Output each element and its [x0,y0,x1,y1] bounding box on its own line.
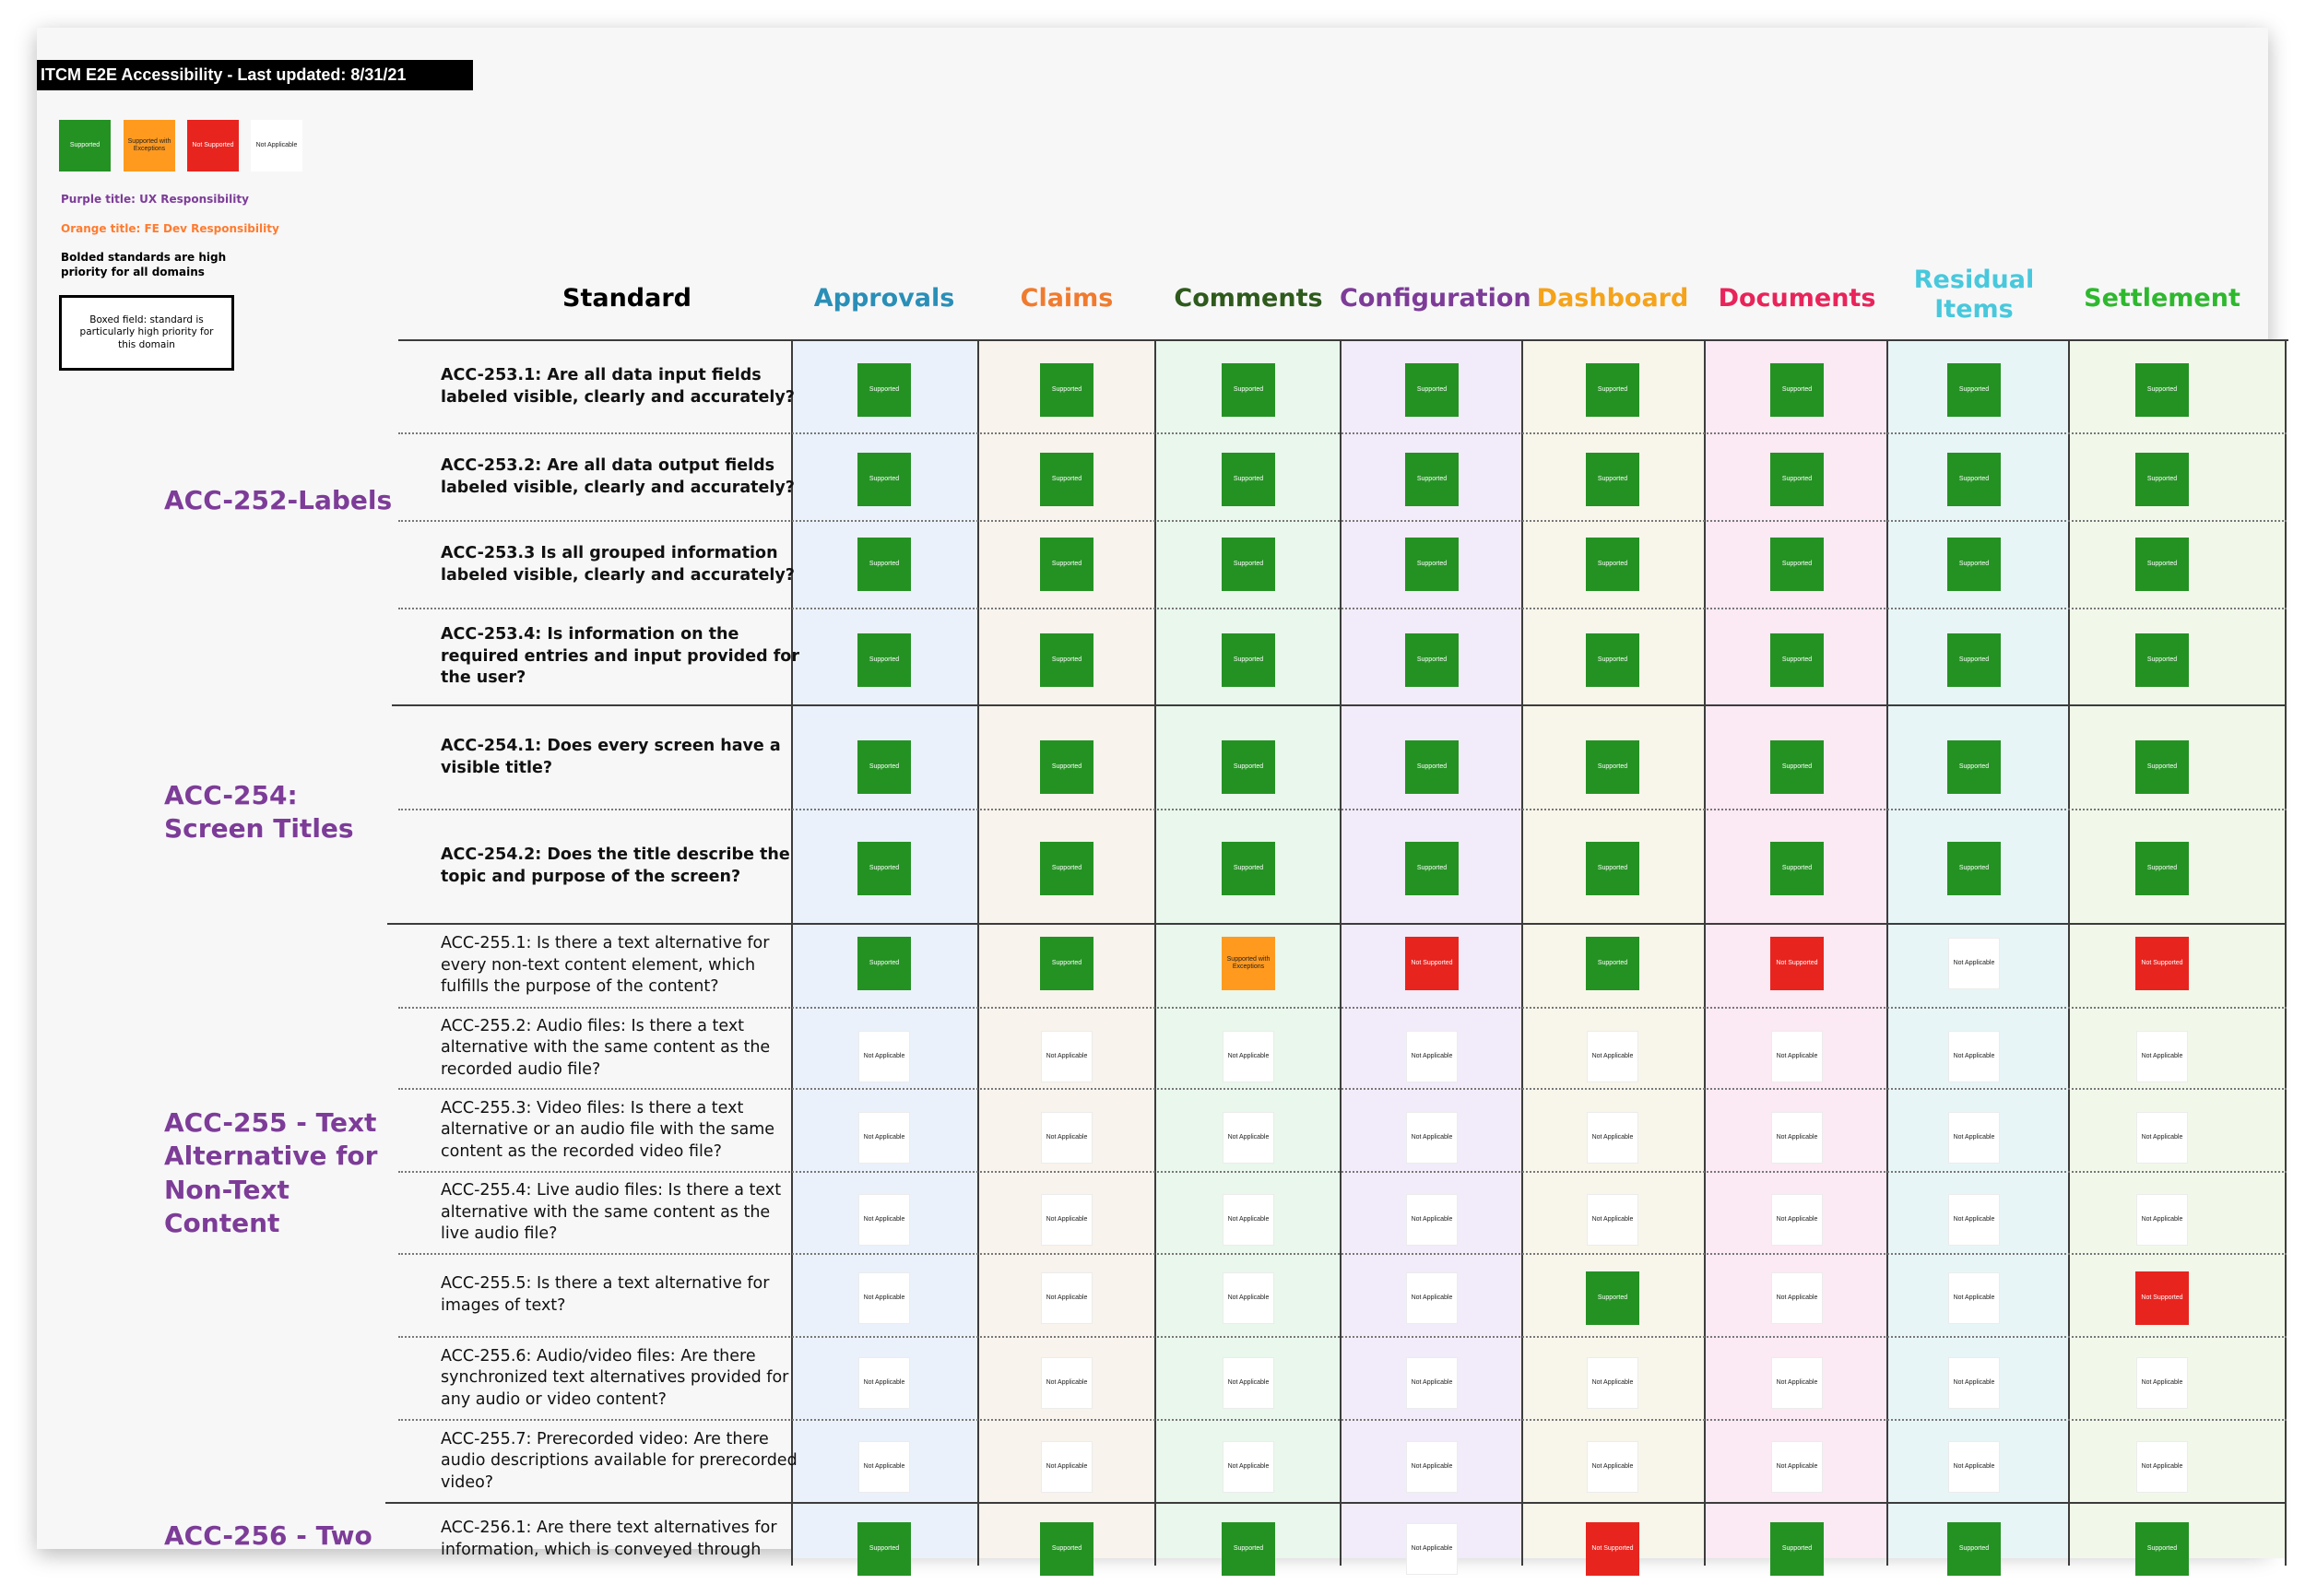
status-cell: Supported [1947,453,2001,506]
grid-column-line [1704,339,1706,1566]
grid-column-line [1521,339,1523,1566]
status-cell: Not Applicable [1588,1032,1637,1082]
status-cell: Not Applicable [1407,1442,1457,1492]
standard-row-label: ACC-255.1: Is there a text alternative for every non-text content element, which fulfills the purpose of the content? [441,934,770,997]
grid-column-line [1154,339,1156,1566]
status-cell: Not Applicable [1042,1442,1092,1492]
status-cell: Not Applicable [1407,1113,1457,1163]
status-cell: Not Applicable [1042,1113,1092,1163]
status-cell: Supported [1586,453,1639,506]
status-cell: Not Applicable [1772,1442,1822,1492]
status-cell: Supported [1405,740,1459,794]
status-cell: Supported [2135,740,2189,794]
status-cell: Supported [2135,1522,2189,1576]
column-header: Claims [1020,284,1114,313]
status-cell: Supported [1405,842,1459,895]
status-cell: Not Applicable [1588,1442,1637,1492]
status-cell: Supported [1586,633,1639,687]
status-cell: Supported [1947,740,2001,794]
status-cell: Not Applicable [859,1442,909,1492]
status-cell: Supported [1947,842,2001,895]
status-cell: Not Applicable [859,1273,909,1323]
status-cell: Supported [1040,842,1093,895]
status-cell: Supported [1040,1522,1093,1576]
status-cell: Not Applicable [1949,1358,1999,1408]
status-cell: Not Applicable [1772,1195,1822,1245]
status-cell: Not Applicable [1407,1195,1457,1245]
status-cell: Not Applicable [1949,1195,1999,1245]
standard-row-label: ACC-253.3 Is all grouped information labeled visible, clearly and accurately? [441,543,795,585]
status-cell: Supported [1222,740,1275,794]
status-cell: Not Applicable [2137,1195,2187,1245]
status-cell: Not Applicable [1407,1273,1457,1323]
status-cell: Not Applicable [1772,1032,1822,1082]
status-cell: Not Applicable [859,1113,909,1163]
column-header: Documents [1718,284,1876,313]
status-cell: Not Applicable [2137,1113,2187,1163]
status-cell: Not Supported [1405,937,1459,990]
status-cell: Supported [857,740,911,794]
status-cell: Supported [1222,842,1275,895]
status-cell: Supported [2135,363,2189,417]
status-cell: Supported [1770,363,1824,417]
page-title: ITCM E2E Accessibility - Last updated: 8/31/21 [37,60,473,90]
status-cell: Not Applicable [1949,1273,1999,1323]
status-cell: Supported [1222,1522,1275,1576]
status-cell: Not Applicable [1949,1442,1999,1492]
standard-row-label: ACC-256.1: Are there text alternatives for information, which is conveyed through [441,1519,777,1559]
standard-row-label: ACC-255.7: Prerecorded video: Are there audio descriptions available for prerecorded video? [441,1429,798,1492]
legend-swatch: Not Applicable [251,120,302,171]
status-cell: Supported [1586,1271,1639,1325]
standard-group-title: ACC-255 - Text Alternative for Non-Text Content [164,1107,378,1239]
status-cell: Supported [1586,740,1639,794]
standard-row-label: ACC-254.2: Does the title describe the topic and purpose of the screen? [441,845,790,886]
status-cell: Not Applicable [1588,1195,1637,1245]
status-cell: Supported [1947,538,2001,591]
canvas-board [37,28,2268,1559]
standard-row-label: ACC-253.2: Are all data output fields labeled visible, clearly and accurately? [441,455,795,497]
status-cell: Supported [1405,453,1459,506]
status-cell: Supported [857,937,911,990]
status-cell: Supported [2135,633,2189,687]
status-cell: Supported [857,363,911,417]
status-cell: Not Supported [1586,1522,1639,1576]
status-cell: Not Applicable [1042,1273,1092,1323]
standard-group-title: ACC-254: Screen Titles [164,780,354,845]
status-cell: Supported [857,633,911,687]
status-cell: Supported [1222,453,1275,506]
status-cell: Not Applicable [1772,1273,1822,1323]
column-header: Comments [1174,284,1323,313]
status-cell: Supported [857,1522,911,1576]
status-cell: Not Applicable [2137,1358,2187,1408]
status-cell: Supported [1040,453,1093,506]
status-cell: Supported [1770,842,1824,895]
status-cell: Supported [1222,538,1275,591]
status-cell: Supported [1586,937,1639,990]
status-cell: Not Applicable [1042,1032,1092,1082]
note-bold: Bolded standards are high priority for all domains [61,251,227,279]
status-cell: Supported [1222,363,1275,417]
status-cell: Not Applicable [2137,1032,2187,1082]
column-header: Configuration [1340,284,1531,313]
status-cell: Supported [1770,740,1824,794]
status-cell: Supported [1586,538,1639,591]
status-cell: Supported [1586,363,1639,417]
status-cell: Not Supported [1770,937,1824,990]
status-cell: Supported [1947,363,2001,417]
status-cell: Not Applicable [1223,1113,1273,1163]
column-header: Residual Items [1913,266,2035,325]
status-cell: Not Applicable [2137,1442,2187,1492]
status-cell: Not Applicable [1042,1195,1092,1245]
status-cell: Not Applicable [859,1195,909,1245]
status-cell: Not Applicable [1407,1358,1457,1408]
status-cell: Not Applicable [1588,1113,1637,1163]
note-orange: Orange title: FE Dev Responsibility [61,222,279,235]
standard-row-label: ACC-254.1: Does every screen have a visible title? [441,736,781,777]
status-cell: Not Applicable [1772,1113,1822,1163]
status-cell: Not Applicable [1949,1113,1999,1163]
grid-column-line [977,339,979,1566]
legend-swatch: Supported with Exceptions [124,120,175,171]
standard-header: Standard [562,284,692,313]
column-header: Settlement [2084,284,2240,313]
standard-row-label: ACC-255.5: Is there a text alternative for images of text? [441,1274,770,1315]
status-cell: Supported [1040,740,1093,794]
status-cell: Supported with Exceptions [1222,937,1275,990]
status-cell: Supported [1405,538,1459,591]
status-cell: Not Applicable [1407,1524,1457,1574]
status-cell: Supported [1947,1522,2001,1576]
column-header: Dashboard [1536,284,1689,313]
grid-column-line [2068,339,2070,1566]
standard-group-title: ACC-256 - Two [164,1520,372,1551]
standard-row-label: ACC-253.4: Is information on the required entries and input provided for the user? [441,625,799,688]
status-cell: Supported [1405,633,1459,687]
status-cell: Supported [1040,633,1093,687]
status-cell: Not Supported [2135,1271,2189,1325]
status-cell: Not Applicable [1223,1032,1273,1082]
status-cell: Not Applicable [1223,1273,1273,1323]
standard-row-label: ACC-253.1: Are all data input fields labeled visible, clearly and accurately? [441,366,795,407]
status-cell: Not Applicable [859,1032,909,1082]
status-cell: Supported [1770,453,1824,506]
status-cell: Not Applicable [1949,1032,1999,1082]
status-cell: Supported [1040,937,1093,990]
standard-row-label: ACC-255.4: Live audio files: Is there a text alternative with the same content as the live audio file? [441,1181,782,1244]
status-cell: Supported [1770,1522,1824,1576]
status-cell: Not Applicable [1588,1358,1637,1408]
status-cell: Supported [1586,842,1639,895]
legend-swatch: Supported [59,120,111,171]
status-cell: Not Applicable [1223,1442,1273,1492]
status-cell: Supported [2135,842,2189,895]
status-cell: Not Supported [2135,937,2189,990]
status-cell: Supported [857,453,911,506]
status-cell: Supported [2135,453,2189,506]
status-cell: Not Applicable [1772,1358,1822,1408]
legend-swatch: Not Supported [187,120,239,171]
status-cell: Not Applicable [1223,1195,1273,1245]
status-cell: Supported [857,538,911,591]
note-purple: Purple title: UX Responsibility [61,193,249,206]
status-cell: Supported [857,842,911,895]
status-cell: Not Applicable [1407,1032,1457,1082]
status-cell: Not Applicable [859,1358,909,1408]
column-header: Approvals [813,284,955,313]
status-cell: Supported [1405,363,1459,417]
note-boxed: Boxed field: standard is particularly high priority for this domain [59,295,234,371]
status-cell: Not Applicable [1949,939,1999,988]
status-cell: Supported [2135,538,2189,591]
status-cell: Supported [1040,538,1093,591]
status-cell: Not Applicable [1042,1358,1092,1408]
status-cell: Supported [1770,633,1824,687]
grid-column-line [1886,339,1888,1566]
standard-group-title: ACC-252-Labels [164,485,393,515]
status-cell: Supported [1040,363,1093,417]
status-cell: Not Applicable [1223,1358,1273,1408]
status-cell: Supported [1770,538,1824,591]
grid-column-line [1340,339,1342,1566]
standard-row-label: ACC-255.6: Audio/video files: Are there synchronized text alternatives provided for any audio or video content? [441,1346,789,1409]
standard-row-label: ACC-255.2: Audio files: Is there a text alternative with the same content as the recorded audio file? [441,1016,771,1079]
status-cell: Supported [1947,633,2001,687]
grid-column-line [2285,339,2287,1566]
status-cell: Supported [1222,633,1275,687]
standard-row-label: ACC-255.3: Video files: Is there a text alternative or an audio file with the same content as the recorded video file? [441,1098,775,1161]
